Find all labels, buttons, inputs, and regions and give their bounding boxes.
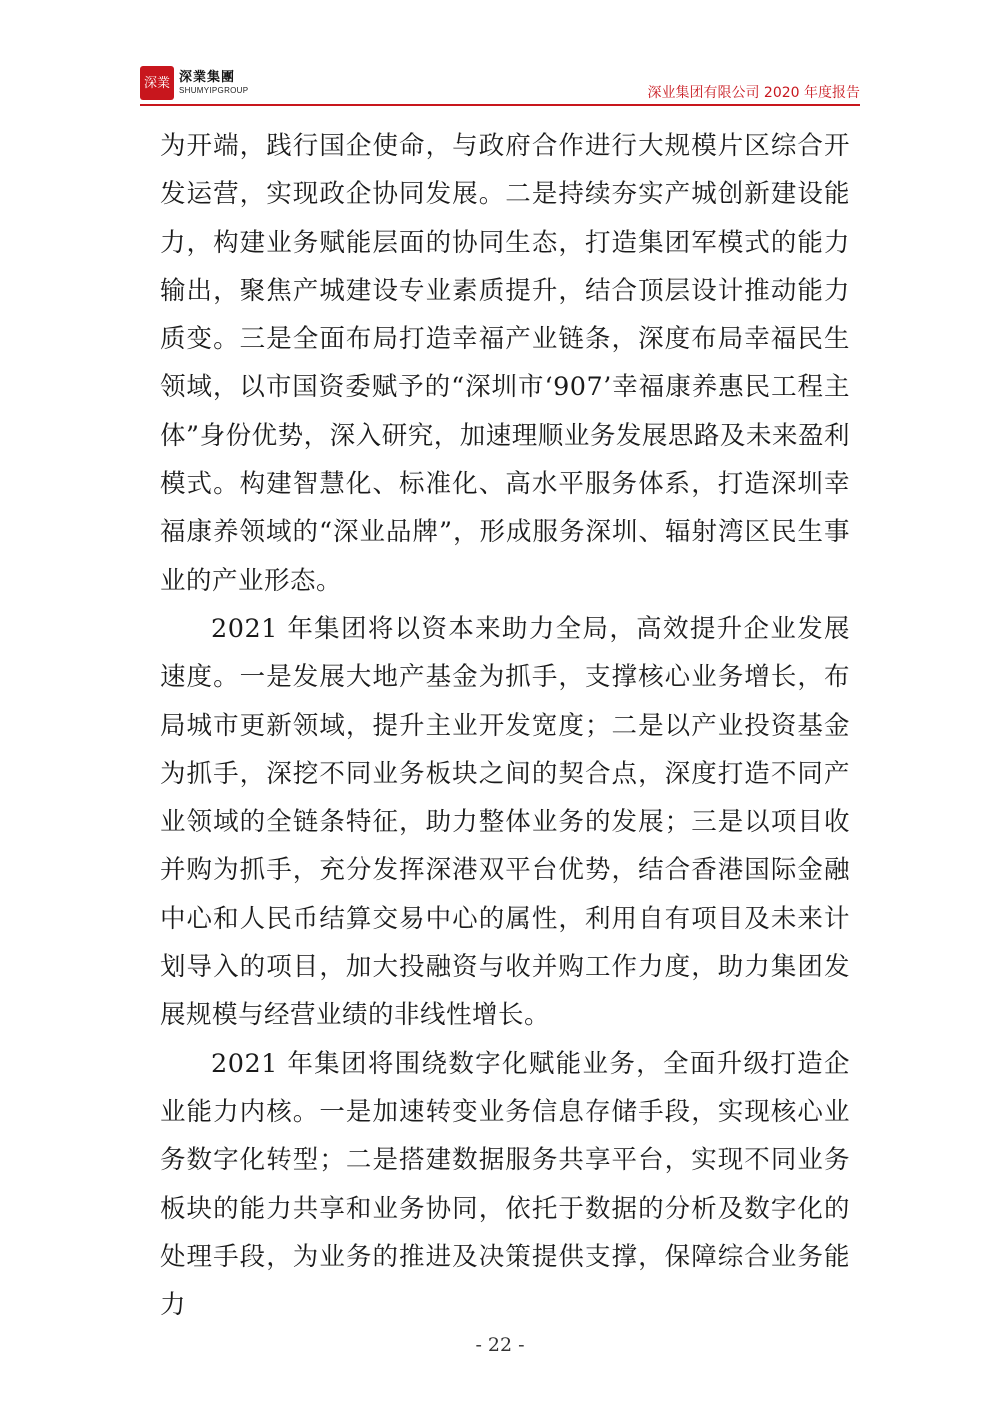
company-logo xyxy=(140,66,248,100)
paragraph-continued: 为开端，践行国企使命，与政府合作进行大规模片区综合开发运营，实现政企协同发展。二是持续夯实产城创新建设能力，构建业务赋能层面的协同生态，打造集团军模式的能力输出，聚焦产城建设专业素质提升，结合顶层设计推动能力质变。三是全面布局打造幸福产业链条，深度布局幸福民生领域，以市国资委赋予的“深圳市‘907’幸福康养惠民工程主体”身份优势，深入研究，加速理顺业务发展思路及未来盈利模式。构建智慧化、标准化、高水平服务体系，打造深圳幸福康养领域的“深业品牌”，形成服务深圳、辐射湾区民生事业的产业形态。 xyxy=(160,131,850,596)
header-divider xyxy=(140,104,860,106)
logo-english-name: SHUMYIPGROUP xyxy=(179,86,249,95)
page-header xyxy=(140,62,860,104)
page-number: - 22 - xyxy=(475,1334,525,1356)
document-body xyxy=(160,122,850,1329)
report-title: 深业集团有限公司 2020 年度报告 xyxy=(647,85,860,101)
logo-chinese-name: 深業集團 xyxy=(179,70,236,85)
logo-text xyxy=(179,70,248,96)
paragraph-digitalization: 2021 年集团将围绕数字化赋能业务，全面升级打造企业能力内核。一是加速转变业务信息存储手段，实现核心业务数字化转型；二是搭建数据服务共享平台，实现不同业务板块的能力共享和业务协同，依托于数据的分析及数字化的处理手段，为业务的推进及决策提供支撑，保障综合业务能力 xyxy=(160,1048,850,1321)
paragraph-capital: 2021 年集团将以资本来助力全局，高效提升企业发展速度。一是发展大地产基金为抓手，支撑核心业务增长，布局城市更新领域，提升主业开发宽度；二是以产业投资基金为抓手，深挖不同业务板块之间的契合点，深度打造不同产业领域的全链条特征，助力整体业务的发展；三是以项目收并购为抓手，充分发挥深港双平台优势，结合香港国际金融中心和人民币结算交易中心的属性，利用自有项目及未来计划导入的项目，加大投融资与收并购工作力度，助力集团发展规模与经营业绩的非线性增长。 xyxy=(160,613,850,1031)
logo-seal-icon: 深業 xyxy=(140,66,174,100)
